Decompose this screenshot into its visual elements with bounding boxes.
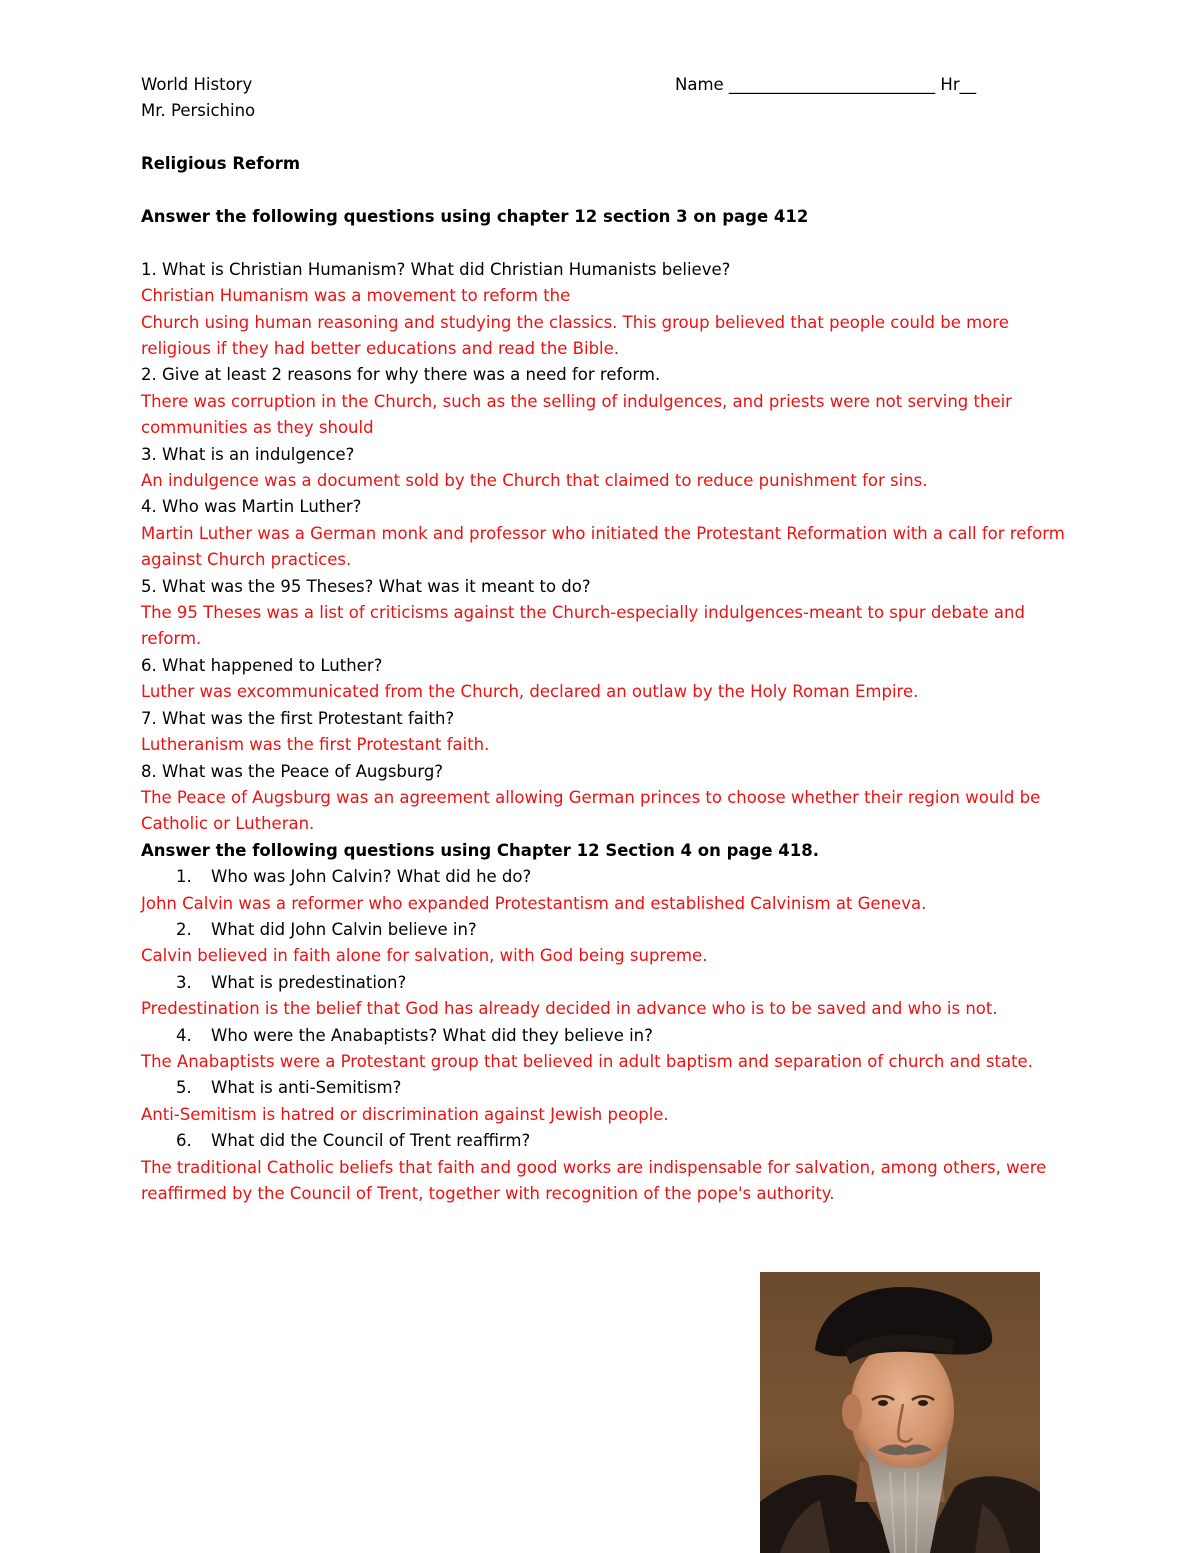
question: 7. What was the first Protestant faith? bbox=[141, 708, 455, 728]
answer: Calvin believed in faith alone for salvation, with God being supreme. bbox=[141, 946, 708, 966]
answer: The traditional Catholic beliefs that faith and good works are indispensable for salvation, among others, were reaffirmed by the Council of Trent, together with recognition of the pope's authority. bbox=[141, 1157, 1047, 1203]
answer: The Peace of Augsburg was an agreement allowing German princes to choose whether their region would be Catholic or Lutheran. bbox=[141, 787, 1041, 834]
question-text: What did John Calvin believe in? bbox=[211, 919, 477, 939]
answer: The Anabaptists were a Protestant group that believed in adult baptism and separation of church and state. bbox=[141, 1051, 1033, 1071]
answer: Lutheranism was the first Protestant faith. bbox=[141, 735, 490, 755]
numbered-question bbox=[141, 1128, 1076, 1154]
question: 1. What is Christian Humanism? What did Christian Humanists believe? bbox=[141, 259, 731, 279]
question: 2. Give at least 2 reasons for why there was a need for reform. bbox=[141, 365, 661, 385]
question-text: Who were the Anabaptists? What did they believe in? bbox=[211, 1025, 653, 1045]
question-number: 3. bbox=[176, 972, 192, 992]
question-text: What is predestination? bbox=[211, 972, 407, 992]
answer: Predestination is the belief that God has already decided in advance who is to be saved and who is not. bbox=[141, 999, 998, 1019]
section2-instruction: Answer the following questions using Chapter 12 Section 4 on page 418. bbox=[141, 840, 820, 860]
answer: John Calvin was a reformer who expanded Protestantism and established Calvinism at Geneva. bbox=[141, 893, 927, 913]
question-text: Who was John Calvin? What did he do? bbox=[211, 867, 532, 887]
calvin-portrait-image bbox=[760, 1272, 1040, 1553]
section1-list bbox=[141, 257, 1076, 838]
question: 8. What was the Peace of Augsburg? bbox=[141, 761, 444, 781]
numbered-question bbox=[141, 864, 1076, 890]
question-number: 1. bbox=[176, 867, 192, 887]
question: 6. What happened to Luther? bbox=[141, 655, 383, 675]
question-text: What did the Council of Trent reaffirm? bbox=[211, 1131, 531, 1151]
worksheet bbox=[141, 72, 1076, 1207]
page-title: Religious Reform bbox=[141, 154, 301, 174]
answer: Luther was excommunicated from the Church, declared an outlaw by the Holy Roman Empire. bbox=[141, 682, 919, 702]
question-number: 6. bbox=[176, 1131, 192, 1151]
section1-instruction: Answer the following questions using chapter 12 section 3 on page 412 bbox=[141, 206, 809, 226]
question-text: What is anti-Semitism? bbox=[211, 1078, 402, 1098]
answer: There was corruption in the Church, such as the selling of indulgences, and priests were not serving their communities as they should bbox=[141, 391, 1012, 438]
answer: Anti-Semitism is hatred or discrimination against Jewish people. bbox=[141, 1104, 669, 1124]
portrait-illustration bbox=[760, 1272, 1040, 1553]
answer: Christian Humanism was a movement to reform the bbox=[141, 286, 571, 306]
numbered-question bbox=[141, 970, 1076, 996]
question: 4. Who was Martin Luther? bbox=[141, 497, 362, 517]
numbered-question bbox=[141, 1075, 1076, 1101]
header-row bbox=[141, 72, 1076, 98]
question-number: 5. bbox=[176, 1078, 192, 1098]
answer: Church using human reasoning and studying the classics. This group believed that people could be more religious if they had better educations and read the Bible. bbox=[141, 312, 1009, 358]
numbered-question bbox=[141, 1023, 1076, 1049]
answer: Martin Luther was a German monk and professor who initiated the Protestant Reformation with a call for reform against Church practices. bbox=[141, 523, 1065, 570]
question: 3. What is an indulgence? bbox=[141, 444, 355, 464]
teacher-name: Mr. Persichino bbox=[141, 101, 256, 121]
question-number: 2. bbox=[176, 919, 192, 939]
question-number: 4. bbox=[176, 1025, 192, 1045]
numbered-question bbox=[141, 917, 1076, 943]
section2-list bbox=[141, 864, 1076, 1207]
question: 5. What was the 95 Theses? What was it meant to do? bbox=[141, 576, 591, 596]
course-name: World History bbox=[141, 75, 253, 94]
answer: The 95 Theses was a list of criticisms against the Church-especially indulgences-meant to spur debate and reform. bbox=[141, 603, 1025, 649]
answer: An indulgence was a document sold by the Church that claimed to reduce punishment for sins. bbox=[141, 471, 928, 491]
name-field: Name _________________________ Hr__ bbox=[675, 75, 977, 94]
